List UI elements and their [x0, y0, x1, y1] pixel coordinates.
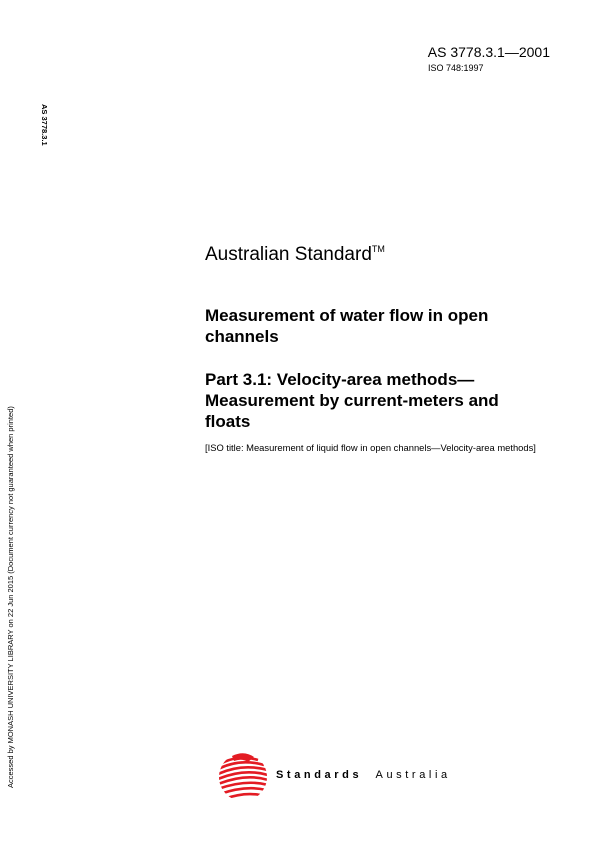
- trademark-mark: TM: [371, 244, 385, 254]
- spine-label: AS 3778.3.1: [40, 104, 49, 146]
- logo-word-standards: Standards: [276, 769, 363, 781]
- logo-word-australia: Australia: [375, 769, 451, 781]
- standard-number: AS 3778.3.1—2001: [427, 44, 550, 60]
- iso-title: [ISO title: Measurement of liquid flow in open channels—Velocity-area methods]: [205, 442, 536, 453]
- part-title: Part 3.1: Velocity-area methods—Measurement by current-meters and floats: [205, 370, 499, 431]
- brand-heading: [205, 244, 385, 266]
- iso-number: ISO 748:1997: [428, 63, 484, 73]
- brand-name: Australian Standard: [205, 244, 372, 265]
- document-title: Measurement of water flow in open channels: [205, 306, 489, 346]
- access-note: Accessed by MONASH UNIVERSITY LIBRARY on 22 Jun 2015 (Document currency not guaranteed when printed): [6, 406, 15, 788]
- standards-australia-logo-icon: [218, 752, 268, 802]
- logo-wordmark: [276, 769, 451, 781]
